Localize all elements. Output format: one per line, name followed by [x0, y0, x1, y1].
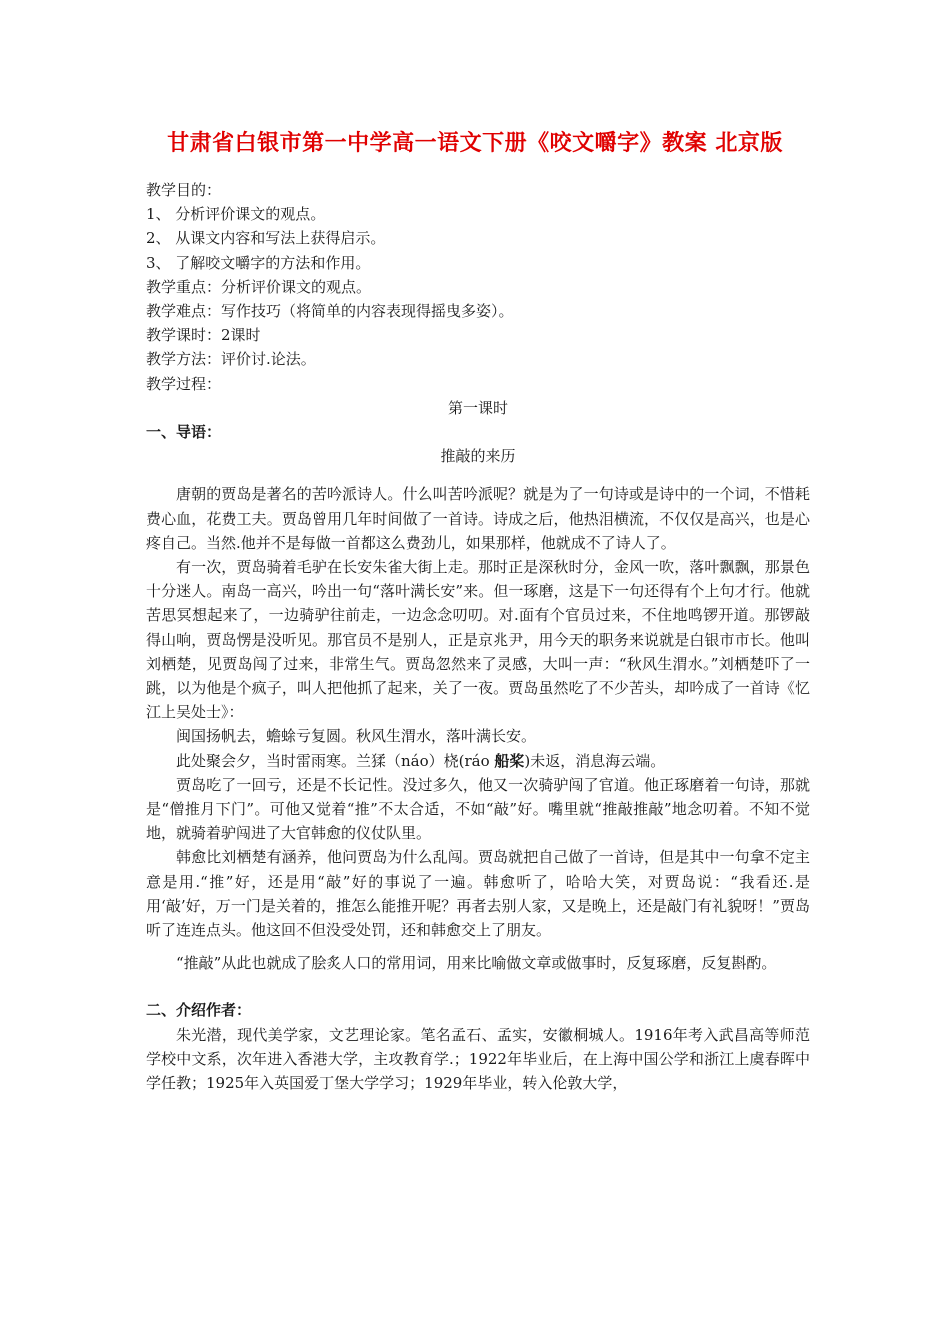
paragraph: 有一次，贾岛骑着毛驴在长安朱雀大街上走。那时正是深秋时分，金风一吹，落叶飘飘，那景色十分迷人。南岛一高兴，吟出一句“落叶满长安”来。但一琢磨，这是下一句还得有个上句才行。他就苦思冥想起来了，一边骑驴往前走，一边念念叨叨。对.面有个官员过来，不住地鸣锣开道。那锣敲得山响，贾岛愣是没听见。那官员不是别人，正是京兆尹，用今天的职务来说就是白银市市长。他叫刘栖楚，见贾岛闯了过来，非常生气。贾岛忽然来了灵感，大叫一声：“秋风生渭水。”刘栖楚吓了一跳，以为他是个疯子，叫人把他抓了起来，关了一夜。贾岛虽然吃了不少苦头，却吟成了一首诗《忆江上吴处士》：	[146, 558, 810, 722]
teaching-focus: 教学重点：分析评价课文的观点。	[146, 277, 372, 296]
paragraph: 贾岛吃了一回亏，还是不长记性。没过多久，他又一次骑驴闯了官道。他正琢磨着一句诗，那就是“僧推月下门”。可他又觉着“推”不太合适，不如“敲”好。嘴里就“推敲推敲”地念叨着。不知不觉地，就骑着驴闯进了大官韩愈的仪仗队里。	[146, 775, 810, 843]
document-body	[146, 178, 810, 1095]
section-1-heading: 一、导语：	[146, 423, 222, 442]
paragraph: “推敲”从此也就成了脍炙人口的常用词，用来比喻做文章或做事时，反复琢磨，反复斟酌。	[176, 954, 777, 973]
section-2-heading: 二、介绍作者：	[146, 1001, 252, 1020]
poem-line: 闽国扬帆去，蟾蜍亏复圆。秋风生渭水，落叶满长安。	[176, 727, 537, 746]
paragraph: 朱光潜，现代美学家，文艺理论家。笔名孟石、孟实，安徽桐城人。1916年考入武昌高等师范学校中文系，次年进入香港大学，主攻教育学.；1922年毕业后，在上海中国公学和浙江上虞春晖中学任教；1925年入英国爱丁堡大学学习；1929年毕业，转入伦敦大学，	[146, 1025, 810, 1092]
goal-item: 2、 从课文内容和写法上获得启示。	[146, 229, 386, 248]
teaching-difficulty: 教学难点：写作技巧（将简单的内容表现得摇曳多姿）。	[146, 302, 514, 321]
goals-label: 教学目的：	[146, 181, 222, 199]
goal-item: 3、 了解咬文嚼字的方法和作用。	[146, 253, 371, 272]
poem-line	[146, 749, 810, 773]
poem-text: 此处聚会夕，当时雷雨寒。兰猱（náo）桡(ráo	[176, 751, 495, 770]
lesson-one-heading: 第一课时	[447, 398, 508, 417]
poem-text: )未返，消息海云端。	[524, 751, 666, 770]
goal-item: 1、 分析评价课文的观点。	[146, 205, 326, 224]
document-title: 甘肃省白银市第一中学高一语文下册《咬文嚼字》教案 北京版	[167, 131, 783, 156]
paragraph: 韩愈比刘栖楚有涵养，他问贾岛为什么乱闯。贾岛就把自己做了一首诗，但是其中一句拿不定主意是用.“推”好，还是用“敲”好的事说了一遍。韩愈听了，哈哈大笑，对贾岛说：“我看还.是用‘敲’好，万一门是关着的，推怎么能推开呢？再者去别人家，又是晚上，还是敲门有礼貌呀！”贾岛听了连连点头。他这回不但没受处罚，还和韩愈交上了朋友。	[146, 848, 810, 940]
teaching-method: 教学方法：评价讨.论法。	[146, 350, 316, 369]
paragraph: 唐朝的贾岛是著名的苦吟派诗人。什么叫苦吟派呢？就是为了一句诗或是诗中的一个词，不惜耗费心血，花费工夫。贾岛曾用几年时间做了一首诗。诗成之后，他热泪横流，不仅仅是高兴，也是心疼自己。当然.他并不是每做一首都这么费劲儿，如果那样，他就成不了诗人了。	[146, 485, 810, 552]
teaching-process: 教学过程：	[146, 374, 222, 393]
poem-gloss: 船桨	[494, 751, 525, 770]
teaching-hours: 教学课时：2课时	[146, 326, 261, 345]
section-1-subtitle: 推敲的来历	[440, 447, 516, 466]
